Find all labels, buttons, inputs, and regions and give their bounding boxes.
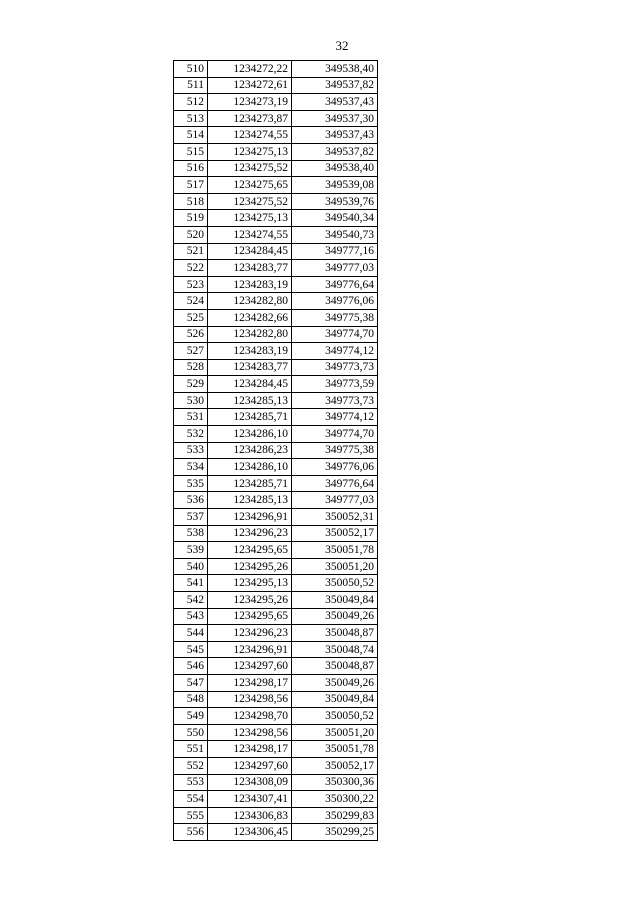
table-row <box>174 691 378 708</box>
table-row <box>174 592 378 609</box>
x-coordinate-cell: 1234298,17 <box>208 674 292 691</box>
x-coordinate-cell: 1234295,65 <box>208 608 292 625</box>
x-coordinate-cell: 1234296,23 <box>208 625 292 642</box>
point-number-cell: 530 <box>174 392 208 409</box>
y-coordinate-cell: 350049,84 <box>292 592 378 609</box>
point-number-cell: 510 <box>174 61 208 78</box>
y-coordinate-cell: 349776,64 <box>292 475 378 492</box>
point-number-cell: 527 <box>174 343 208 360</box>
x-coordinate-cell: 1234306,45 <box>208 824 292 841</box>
x-coordinate-cell: 1234282,80 <box>208 293 292 310</box>
x-coordinate-cell: 1234286,10 <box>208 459 292 476</box>
table-row <box>174 309 378 326</box>
table-row <box>174 442 378 459</box>
point-number-cell: 524 <box>174 293 208 310</box>
point-number-cell: 535 <box>174 475 208 492</box>
table-row <box>174 575 378 592</box>
y-coordinate-cell: 350048,87 <box>292 625 378 642</box>
point-number-cell: 541 <box>174 575 208 592</box>
point-number-cell: 546 <box>174 658 208 675</box>
y-coordinate-cell: 350300,22 <box>292 791 378 808</box>
table-row <box>174 77 378 94</box>
table-row <box>174 824 378 841</box>
x-coordinate-cell: 1234285,13 <box>208 492 292 509</box>
y-coordinate-cell: 350300,36 <box>292 774 378 791</box>
point-number-cell: 514 <box>174 127 208 144</box>
point-number-cell: 539 <box>174 542 208 559</box>
table-row <box>174 708 378 725</box>
y-coordinate-cell: 349774,70 <box>292 326 378 343</box>
table-row <box>174 757 378 774</box>
x-coordinate-cell: 1234275,13 <box>208 210 292 227</box>
table-row <box>174 110 378 127</box>
x-coordinate-cell: 1234307,41 <box>208 791 292 808</box>
point-number-cell: 529 <box>174 376 208 393</box>
page-number: 32 <box>335 38 349 53</box>
table-row <box>174 392 378 409</box>
x-coordinate-cell: 1234275,13 <box>208 143 292 160</box>
point-number-cell: 537 <box>174 509 208 526</box>
point-number-cell: 528 <box>174 359 208 376</box>
point-number-cell: 552 <box>174 757 208 774</box>
table-row <box>174 193 378 210</box>
point-number-cell: 554 <box>174 791 208 808</box>
point-number-cell: 544 <box>174 625 208 642</box>
x-coordinate-cell: 1234284,45 <box>208 243 292 260</box>
table-row <box>174 293 378 310</box>
y-coordinate-cell: 349540,73 <box>292 226 378 243</box>
x-coordinate-cell: 1234272,22 <box>208 61 292 78</box>
x-coordinate-cell: 1234283,77 <box>208 359 292 376</box>
x-coordinate-cell: 1234298,56 <box>208 724 292 741</box>
point-number-cell: 545 <box>174 641 208 658</box>
x-coordinate-cell: 1234284,45 <box>208 376 292 393</box>
table-row <box>174 177 378 194</box>
point-number-cell: 533 <box>174 442 208 459</box>
y-coordinate-cell: 349537,43 <box>292 94 378 111</box>
x-coordinate-cell: 1234308,09 <box>208 774 292 791</box>
point-number-cell: 536 <box>174 492 208 509</box>
table-row <box>174 326 378 343</box>
coordinates-table-body <box>174 61 378 841</box>
point-number-cell: 543 <box>174 608 208 625</box>
table-row <box>174 61 378 78</box>
x-coordinate-cell: 1234285,71 <box>208 409 292 426</box>
table-row <box>174 774 378 791</box>
x-coordinate-cell: 1234296,91 <box>208 641 292 658</box>
y-coordinate-cell: 349773,59 <box>292 376 378 393</box>
table-row <box>174 658 378 675</box>
x-coordinate-cell: 1234285,71 <box>208 475 292 492</box>
x-coordinate-cell: 1234296,23 <box>208 525 292 542</box>
table-row <box>174 741 378 758</box>
point-number-cell: 540 <box>174 558 208 575</box>
y-coordinate-cell: 350050,52 <box>292 575 378 592</box>
y-coordinate-cell: 350049,26 <box>292 674 378 691</box>
point-number-cell: 532 <box>174 426 208 443</box>
y-coordinate-cell: 349540,34 <box>292 210 378 227</box>
table-row <box>174 525 378 542</box>
point-number-cell: 556 <box>174 824 208 841</box>
x-coordinate-cell: 1234282,80 <box>208 326 292 343</box>
y-coordinate-cell: 350052,31 <box>292 509 378 526</box>
x-coordinate-cell: 1234286,10 <box>208 426 292 443</box>
y-coordinate-cell: 350052,17 <box>292 525 378 542</box>
y-coordinate-cell: 349775,38 <box>292 442 378 459</box>
x-coordinate-cell: 1234295,26 <box>208 592 292 609</box>
point-number-cell: 519 <box>174 210 208 227</box>
y-coordinate-cell: 350299,25 <box>292 824 378 841</box>
x-coordinate-cell: 1234295,13 <box>208 575 292 592</box>
table-row <box>174 260 378 277</box>
y-coordinate-cell: 349774,70 <box>292 426 378 443</box>
point-number-cell: 538 <box>174 525 208 542</box>
y-coordinate-cell: 349538,40 <box>292 61 378 78</box>
point-number-cell: 512 <box>174 94 208 111</box>
table-row <box>174 243 378 260</box>
table-row <box>174 542 378 559</box>
x-coordinate-cell: 1234273,19 <box>208 94 292 111</box>
point-number-cell: 550 <box>174 724 208 741</box>
y-coordinate-cell: 349776,06 <box>292 293 378 310</box>
table-row <box>174 674 378 691</box>
y-coordinate-cell: 350299,83 <box>292 807 378 824</box>
point-number-cell: 531 <box>174 409 208 426</box>
point-number-cell: 522 <box>174 260 208 277</box>
table-row <box>174 226 378 243</box>
y-coordinate-cell: 349537,82 <box>292 77 378 94</box>
point-number-cell: 518 <box>174 193 208 210</box>
y-coordinate-cell: 350050,52 <box>292 708 378 725</box>
y-coordinate-cell: 349774,12 <box>292 343 378 360</box>
y-coordinate-cell: 350049,26 <box>292 608 378 625</box>
x-coordinate-cell: 1234275,65 <box>208 177 292 194</box>
point-number-cell: 517 <box>174 177 208 194</box>
point-number-cell: 549 <box>174 708 208 725</box>
y-coordinate-cell: 349539,76 <box>292 193 378 210</box>
table-row <box>174 143 378 160</box>
table-row <box>174 807 378 824</box>
table-row <box>174 492 378 509</box>
x-coordinate-cell: 1234283,77 <box>208 260 292 277</box>
table-row <box>174 426 378 443</box>
y-coordinate-cell: 349773,73 <box>292 359 378 376</box>
x-coordinate-cell: 1234275,52 <box>208 160 292 177</box>
point-number-cell: 520 <box>174 226 208 243</box>
table-row <box>174 459 378 476</box>
point-number-cell: 513 <box>174 110 208 127</box>
table-row <box>174 94 378 111</box>
table-row <box>174 409 378 426</box>
x-coordinate-cell: 1234274,55 <box>208 226 292 243</box>
y-coordinate-cell: 350051,78 <box>292 741 378 758</box>
point-number-cell: 534 <box>174 459 208 476</box>
point-number-cell: 526 <box>174 326 208 343</box>
table-row <box>174 509 378 526</box>
table-row <box>174 210 378 227</box>
point-number-cell: 551 <box>174 741 208 758</box>
x-coordinate-cell: 1234286,23 <box>208 442 292 459</box>
x-coordinate-cell: 1234275,52 <box>208 193 292 210</box>
y-coordinate-cell: 350051,20 <box>292 558 378 575</box>
x-coordinate-cell: 1234285,13 <box>208 392 292 409</box>
y-coordinate-cell: 349777,03 <box>292 260 378 277</box>
x-coordinate-cell: 1234298,70 <box>208 708 292 725</box>
y-coordinate-cell: 349774,12 <box>292 409 378 426</box>
y-coordinate-cell: 349773,73 <box>292 392 378 409</box>
x-coordinate-cell: 1234272,61 <box>208 77 292 94</box>
table-row <box>174 475 378 492</box>
table-row <box>174 608 378 625</box>
y-coordinate-cell: 349776,64 <box>292 276 378 293</box>
point-number-cell: 555 <box>174 807 208 824</box>
table-row <box>174 791 378 808</box>
y-coordinate-cell: 350048,74 <box>292 641 378 658</box>
x-coordinate-cell: 1234306,83 <box>208 807 292 824</box>
point-number-cell: 521 <box>174 243 208 260</box>
x-coordinate-cell: 1234283,19 <box>208 343 292 360</box>
point-number-cell: 547 <box>174 674 208 691</box>
y-coordinate-cell: 349538,40 <box>292 160 378 177</box>
x-coordinate-cell: 1234298,56 <box>208 691 292 708</box>
y-coordinate-cell: 349537,82 <box>292 143 378 160</box>
y-coordinate-cell: 349539,08 <box>292 177 378 194</box>
table-row <box>174 343 378 360</box>
y-coordinate-cell: 350051,78 <box>292 542 378 559</box>
point-number-cell: 553 <box>174 774 208 791</box>
x-coordinate-cell: 1234296,91 <box>208 509 292 526</box>
x-coordinate-cell: 1234295,65 <box>208 542 292 559</box>
table-row <box>174 160 378 177</box>
y-coordinate-cell: 349537,30 <box>292 110 378 127</box>
y-coordinate-cell: 349777,03 <box>292 492 378 509</box>
point-number-cell: 511 <box>174 77 208 94</box>
x-coordinate-cell: 1234282,66 <box>208 309 292 326</box>
table-row <box>174 724 378 741</box>
y-coordinate-cell: 349776,06 <box>292 459 378 476</box>
point-number-cell: 523 <box>174 276 208 293</box>
point-number-cell: 515 <box>174 143 208 160</box>
y-coordinate-cell: 350048,87 <box>292 658 378 675</box>
y-coordinate-cell: 350049,84 <box>292 691 378 708</box>
table-row <box>174 625 378 642</box>
table-row <box>174 276 378 293</box>
y-coordinate-cell: 349777,16 <box>292 243 378 260</box>
table-row <box>174 376 378 393</box>
y-coordinate-cell: 350051,20 <box>292 724 378 741</box>
table-row <box>174 558 378 575</box>
y-coordinate-cell: 349537,43 <box>292 127 378 144</box>
point-number-cell: 548 <box>174 691 208 708</box>
x-coordinate-cell: 1234283,19 <box>208 276 292 293</box>
x-coordinate-cell: 1234298,17 <box>208 741 292 758</box>
point-number-cell: 525 <box>174 309 208 326</box>
coordinates-table <box>173 60 378 841</box>
point-number-cell: 542 <box>174 592 208 609</box>
x-coordinate-cell: 1234274,55 <box>208 127 292 144</box>
x-coordinate-cell: 1234295,26 <box>208 558 292 575</box>
y-coordinate-cell: 350052,17 <box>292 757 378 774</box>
x-coordinate-cell: 1234297,60 <box>208 757 292 774</box>
y-coordinate-cell: 349775,38 <box>292 309 378 326</box>
table-row <box>174 127 378 144</box>
table-row <box>174 359 378 376</box>
x-coordinate-cell: 1234273,87 <box>208 110 292 127</box>
x-coordinate-cell: 1234297,60 <box>208 658 292 675</box>
table-row <box>174 641 378 658</box>
point-number-cell: 516 <box>174 160 208 177</box>
